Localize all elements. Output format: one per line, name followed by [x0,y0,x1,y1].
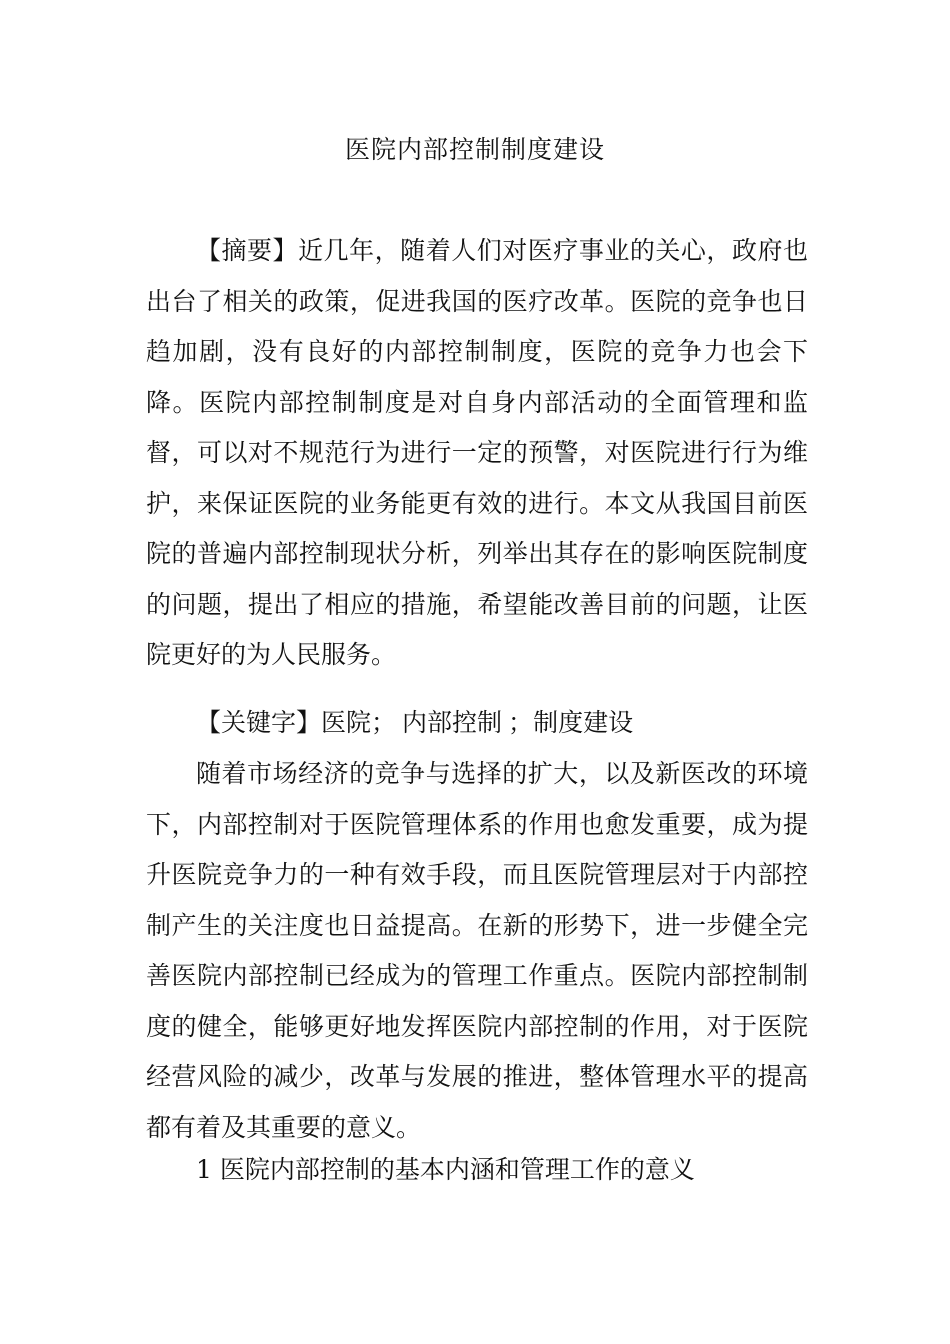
abstract-paragraph [146,226,808,681]
abstract-text: 近几年，随着人们对医疗事业的关心，政府也出台了相关的政策，促进我国的医疗改革。医院的竞争也日趋加剧，没有良好的内部控制制度，医院的竞争力也会下降。医院内部控制制度是对自身内部活动的全面管理和监督，可以对不规范行为进行一定的预警，对医院进行行为维护，来保证医院的业务能更有效的进行。本文从我国目前医院的普遍内部控制现状分析，列举出其存在的影响医院制度的问题，提出了相应的措施，希望能改善目前的问题，让医院更好的为人民服务。 [146,236,808,669]
keyword-item: 制度建设 [533,708,634,737]
document-title: 医院内部控制制度建设 [344,135,605,164]
keyword-item: 医院； [321,708,397,737]
keywords-line [146,698,808,748]
abstract-label: 【摘要】 [196,236,299,265]
keyword-separator: ； [508,708,534,737]
section-heading: 1 医院内部控制的基本内涵和管理工作的意义 [196,1155,695,1184]
body-paragraph: 随着市场经济的竞争与选择的扩大，以及新医改的环境下，内部控制对于医院管理体系的作用也愈发重要，成为提升医院竞争力的一种有效手段，而且医院管理层对于内部控制产生的关注度也日益提高。在新的形势下，进一步健全完善医院内部控制已经成为的管理工作重点。医院内部控制制度的健全，能够更好地发挥医院内部控制的作用，对于医院经营风险的减少，改革与发展的推进，整体管理水平的提高都有着及其重要的意义。 [146,759,808,1142]
keywords-label: 【关键字】 [196,708,322,737]
keyword-item: 内部控制 [402,708,503,737]
